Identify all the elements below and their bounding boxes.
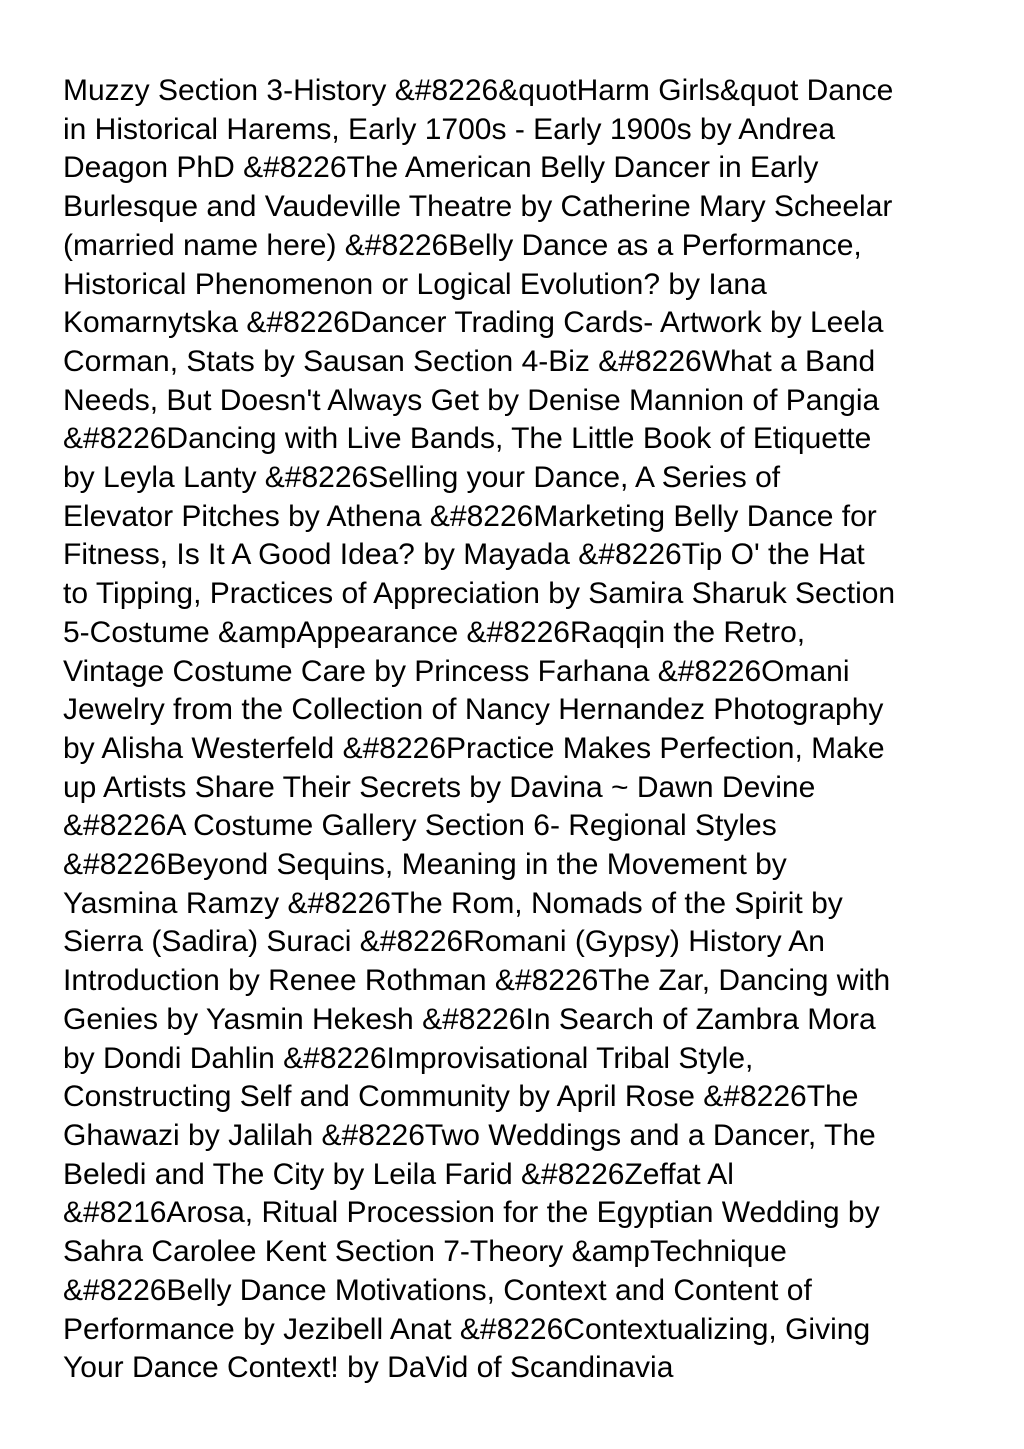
text-line: up Artists Share Their Secrets by Davina ~ Dawn Devine [63,770,816,804]
text-line: Your Dance Context! by DaVid of Scandinavia [63,1351,674,1385]
text-line: by Alisha Westerfeld &#8226Practice Makes Perfection, Make [63,731,885,765]
text-line: &#8226Dancing with Live Bands, The Little Book of Etiquette [63,422,872,456]
text-line: Needs, But Doesn't Always Get by Denise Mannion of Pangia [63,383,880,417]
text-line: Genies by Yasmin Hekesh &#8226In Search of Zambra Mora [63,1002,876,1036]
text-line: Burlesque and Vaudeville Theatre by Catherine Mary Scheelar [63,190,893,224]
text-line: to Tipping, Practices of Appreciation by Samira Sharuk Section [63,577,896,611]
text-line: 5-Costume &ampAppearance &#8226Raqqin the Retro, [63,615,806,649]
body-text [63,72,973,1388]
text-line: &#8226Belly Dance Motivations, Context and Content of [63,1273,812,1307]
text-line: in Historical Harems, Early 1700s - Early 1900s by Andrea [63,112,836,146]
text-line: Historical Phenomenon or Logical Evolution? by Iana [63,267,767,301]
text-line: Performance by Jezibell Anat &#8226Contextualizing, Giving [63,1312,871,1346]
text-line: &#8226Beyond Sequins, Meaning in the Movement by [63,848,787,882]
text-line: by Leyla Lanty &#8226Selling your Dance, A Series of [63,461,781,495]
text-line: Sierra (Sadira) Suraci &#8226Romani (Gypsy) History An [63,925,825,959]
text-line: Elevator Pitches by Athena &#8226Marketing Belly Dance for [63,499,877,533]
text-line: Yasmina Ramzy &#8226The Rom, Nomads of the Spirit by [63,886,843,920]
text-line: Sahra Carolee Kent Section 7-Theory &ampTechnique [63,1235,787,1269]
text-line: &#8216Arosa, Ritual Procession for the Egyptian Wedding by [63,1196,880,1230]
text-line: Beledi and The City by Leila Farid &#8226Zeffat Al [63,1157,734,1191]
text-line: Constructing Self and Community by April Rose &#8226The [63,1080,859,1114]
text-line: &#8226A Costume Gallery Section 6- Regional Styles [63,809,777,843]
text-line: Introduction by Renee Rothman &#8226The Zar, Dancing with [63,964,891,998]
text-line: Vintage Costume Care by Princess Farhana &#8226Omani [63,654,850,688]
text-line: Deagon PhD &#8226The American Belly Dancer in Early [63,151,819,185]
text-line: Komarnytska &#8226Dancer Trading Cards- Artwork by Leela [63,306,884,340]
text-line: (married name here) &#8226Belly Dance as a Performance, [63,228,862,262]
text-line: Ghawazi by Jalilah &#8226Two Weddings and a Dancer, The [63,1118,876,1152]
text-line: Jewelry from the Collection of Nancy Hernandez Photography [63,693,884,727]
text-line: Corman, Stats by Sausan Section 4-Biz &#8226What a Band [63,344,876,378]
text-line: Fitness, Is It A Good Idea? by Mayada &#8226Tip O' the Hat [63,538,865,572]
text-line: by Dondi Dahlin &#8226Improvisational Tribal Style, [63,1041,754,1075]
text-line: Muzzy Section 3-History &#8226&quotHarm Girls&quot Dance [63,74,894,107]
